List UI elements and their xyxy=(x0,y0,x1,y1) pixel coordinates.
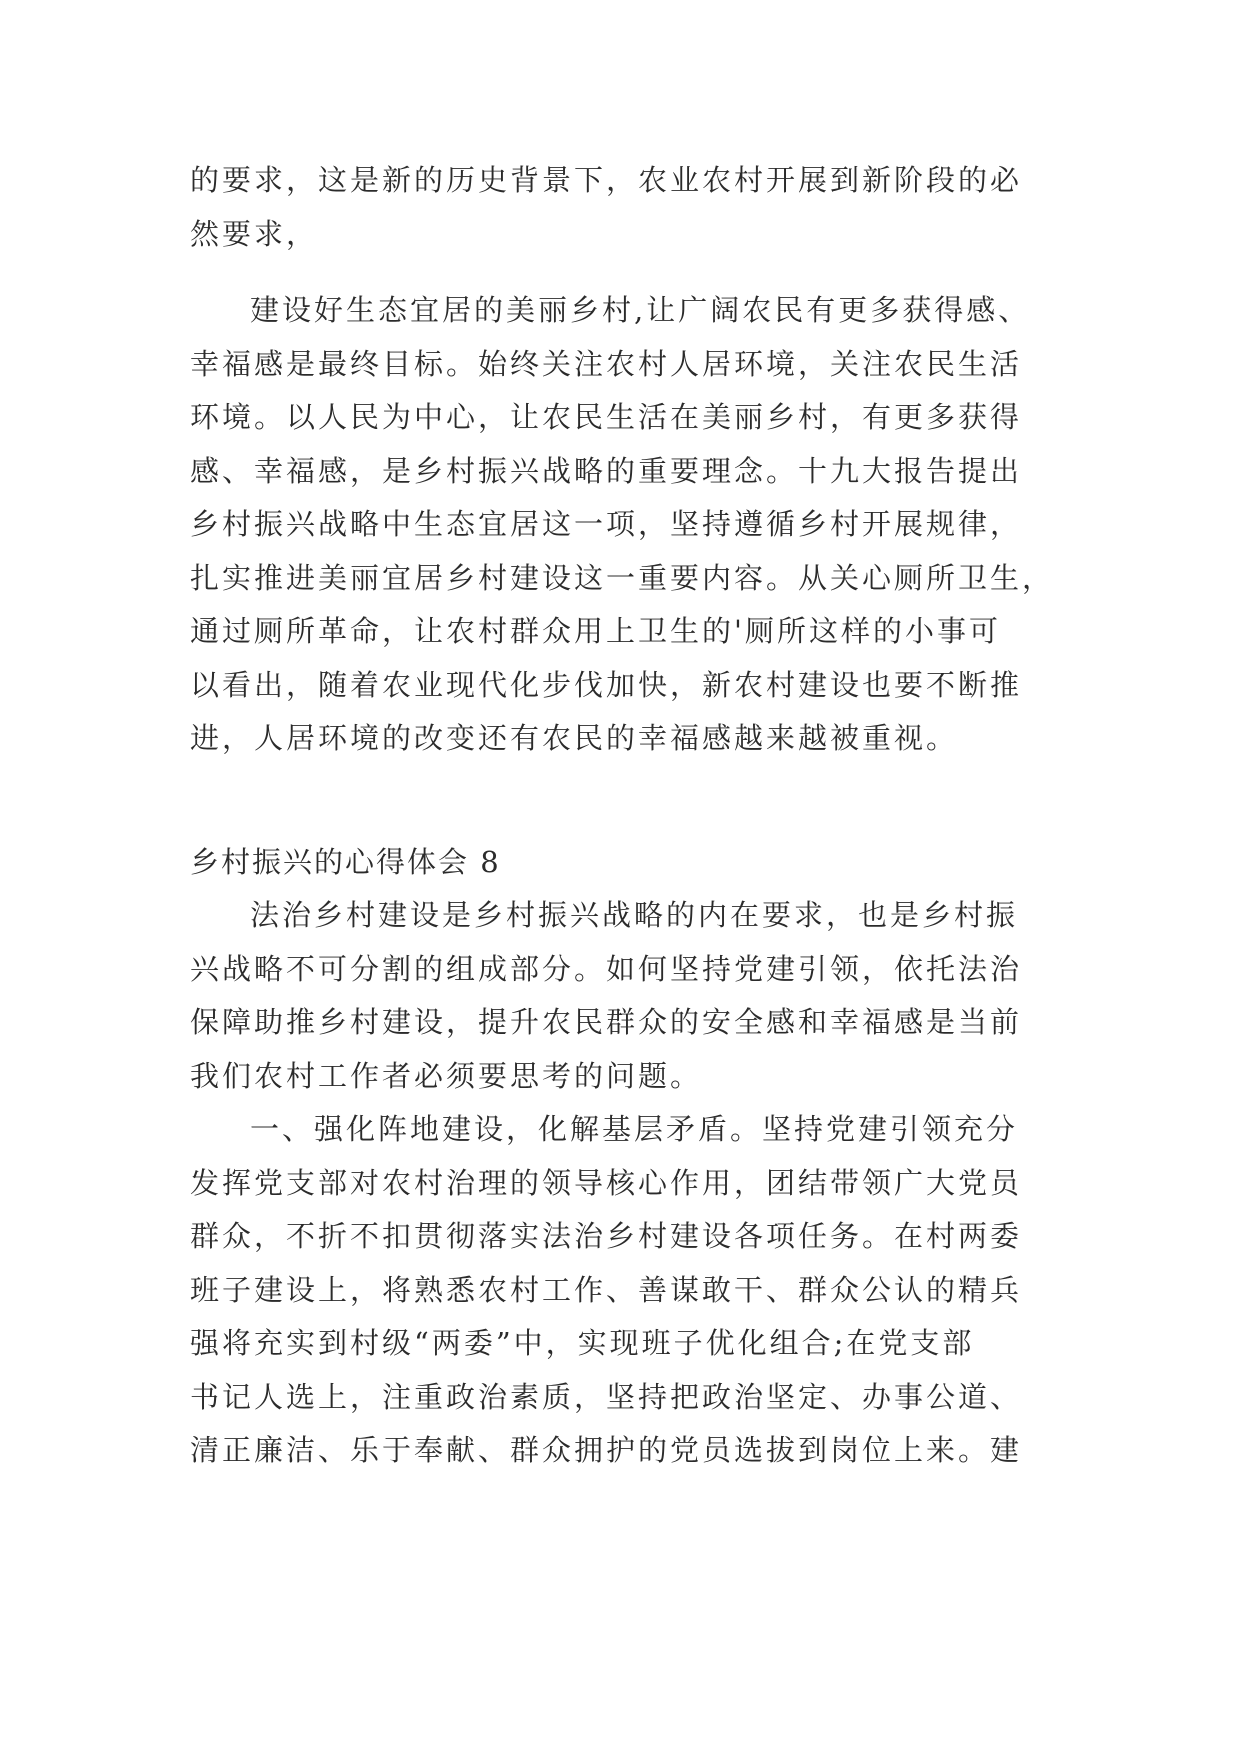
text-line: 书记人选上，注重政治素质，坚持把政治坚定、办事公道、 xyxy=(190,1379,1023,1414)
text-line: 兴战略不可分割的组成部分。如何坚持党建引领，依托法治 xyxy=(190,951,1023,986)
text-line: 强将充实到村级“两委”中，实现班子优化组合;在党支部 xyxy=(190,1326,975,1360)
text-line: 通过厕所革命，让农村群众用上卫生的'厕所这样的小事可 xyxy=(190,614,1001,648)
text-line: 幸福感是最终目标。始终关注农村人居环境，关注农民生活 xyxy=(190,346,1023,381)
paragraph xyxy=(190,154,1090,261)
paragraph xyxy=(190,284,1090,766)
text-line: 的要求，这是新的历史背景下，农业农村开展到新阶段的必 xyxy=(190,163,1023,197)
text-line: 群众，不折不扣贯彻落实法治乡村建设各项任务。在村两委 xyxy=(190,1219,1023,1253)
document-body xyxy=(190,154,1090,1478)
text-line: 一、强化阵地建设，化解基层矛盾。坚持党建引领充分 xyxy=(250,1112,1019,1146)
text-line: 清正廉洁、乐于奉献、群众拥护的党员选拔到岗位上来。建 xyxy=(190,1433,1023,1467)
section-spacer xyxy=(190,766,1090,836)
text-line: 进，人居环境的改变还有农民的幸福感越来越被重视。 xyxy=(190,721,959,755)
text-line: 环境。以人民为中心，让农民生活在美丽乡村，有更多获得 xyxy=(190,400,1023,434)
text-line: 保障助推乡村建设，提升农民群众的安全感和幸福感是当前 xyxy=(190,1005,1023,1039)
text-line: 法治乡村建设是乡村振兴战略的内在要求，也是乡村振 xyxy=(250,898,1019,932)
paragraph-spacer xyxy=(190,261,1090,284)
text-line: 乡村振兴战略中生态宜居这一项，坚持遵循乡村开展规律， xyxy=(190,507,1023,541)
text-line: 扎实推进美丽宜居乡村建设这一重要内容。从关心厕所卫生， xyxy=(190,560,1055,595)
text-line: 以看出，随着农业现代化步伐加快，新农村建设也要不断推 xyxy=(190,667,1023,702)
text-line: 感、幸福感，是乡村振兴战略的重要理念。十九大报告提出 xyxy=(190,453,1023,488)
text-line: 班子建设上，将熟悉农村工作、善谋敢干、群众公认的精兵 xyxy=(190,1272,1023,1307)
text-line: 我们农村工作者必须要思考的问题。 xyxy=(190,1058,703,1093)
paragraph xyxy=(190,889,1090,1103)
section-heading: 乡村振兴的心得体会 8 xyxy=(190,844,501,879)
text-line: 发挥党支部对农村治理的领导核心作用，团结带领广大党员 xyxy=(190,1165,1023,1200)
text-line: 建设好生态宜居的美丽乡村,让广阔农民有更多获得感、 xyxy=(250,293,1031,327)
paragraph xyxy=(190,1103,1090,1478)
text-line: 然要求， xyxy=(190,216,319,251)
